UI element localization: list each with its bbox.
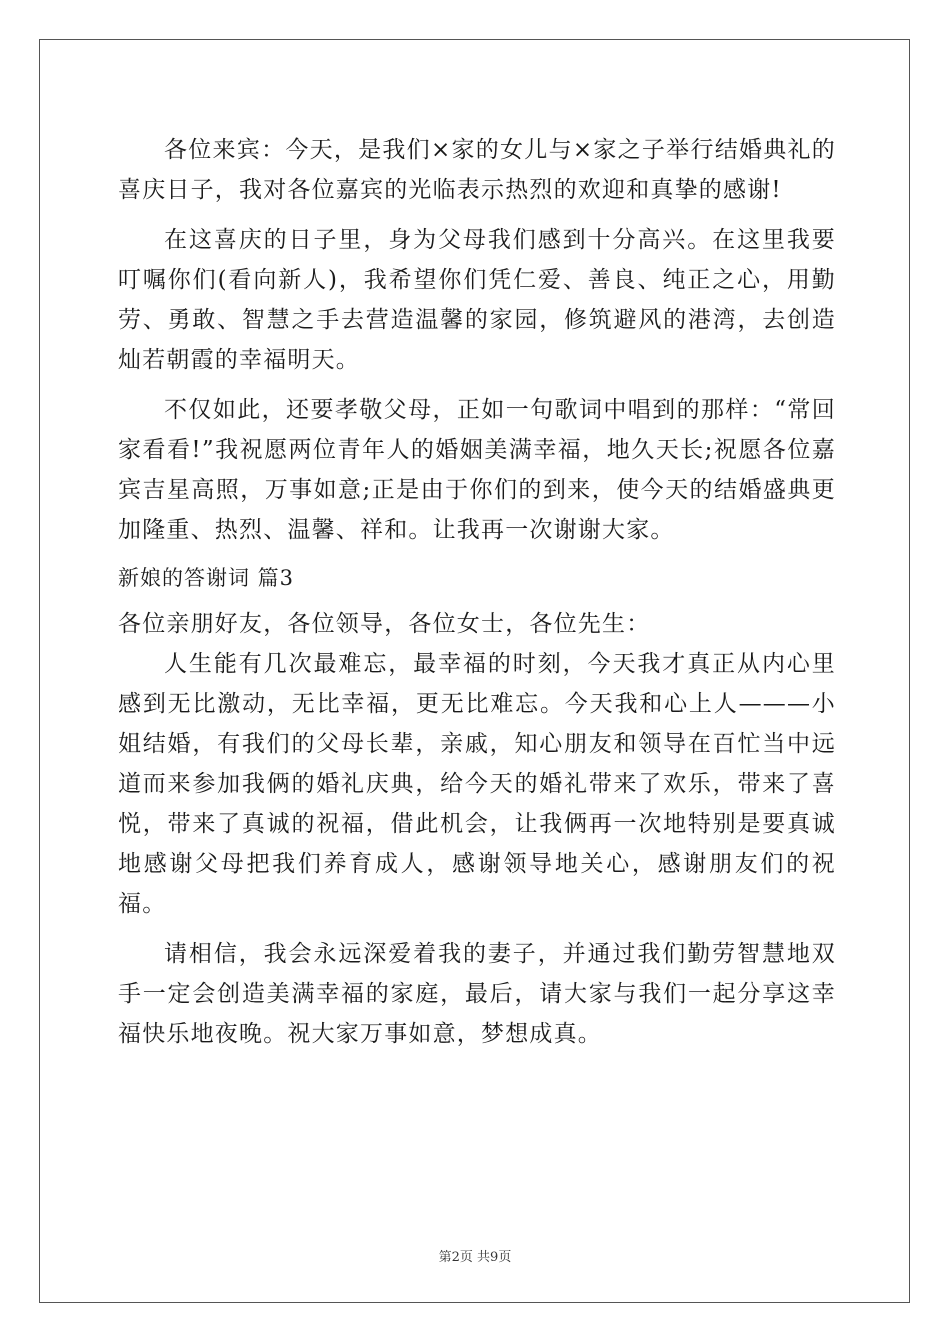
paragraph-opening: 各位来宾：今天，是我们×家的女儿与×家之子举行结婚典礼的喜庆日子，我对各位嘉宾的光临表示热烈的欢迎和真挚的感谢! bbox=[118, 137, 836, 203]
salutation: 各位亲朋好友，各位领导，各位女士，各位先生： bbox=[118, 611, 651, 637]
paragraph-thanks: 人生能有几次最难忘，最幸福的时刻，今天我才真正从内心里感到无比激动，无比幸福，更无比难忘。今天我和心上人———小姐结婚，有我们的父母长辈，亲戚，知心朋友和领导在百忙当中远道而来参加我俩的婚礼庆典，给今天的婚礼带来了欢乐，带来了喜悦，带来了真诚的祝福，借此机会，让我俩再一次地特别是要真诚地感谢父母把我们养育成人，感谢领导地关心，感谢朋友们的祝福。 bbox=[118, 651, 836, 917]
page-number: 第2页 共9页 bbox=[438, 1250, 512, 1265]
paragraph-blessings: 不仅如此，还要孝敬父母，正如一句歌词中唱到的那样：“常回家看看!”我祝愿两位青年人的婚姻美满幸福，地久天长;祝愿各位嘉宾吉星高照，万事如意;正是由于你们的到来，使今天的结婚盛典更加隆重、热烈、温馨、祥和。让我再一次谢谢大家。 bbox=[118, 397, 836, 543]
paragraph-closing: 请相信，我会永远深爱着我的妻子，并通过我们勤劳智慧地双手一定会创造美满幸福的家庭，最后，请大家与我们一起分享这幸福快乐地夜晚。祝大家万事如意，梦想成真。 bbox=[118, 941, 836, 1047]
paragraph-parents-wishes: 在这喜庆的日子里，身为父母我们感到十分高兴。在这里我要叮嘱你们(看向新人)，我希望你们凭仁爱、善良、纯正之心，用勤劳、勇敢、智慧之手去营造温馨的家园，修筑避风的港湾，去创造灿若朝霞的幸福明天。 bbox=[118, 227, 836, 373]
section-heading: 新娘的答谢词 篇3 bbox=[118, 566, 295, 590]
document-body bbox=[118, 130, 836, 1054]
